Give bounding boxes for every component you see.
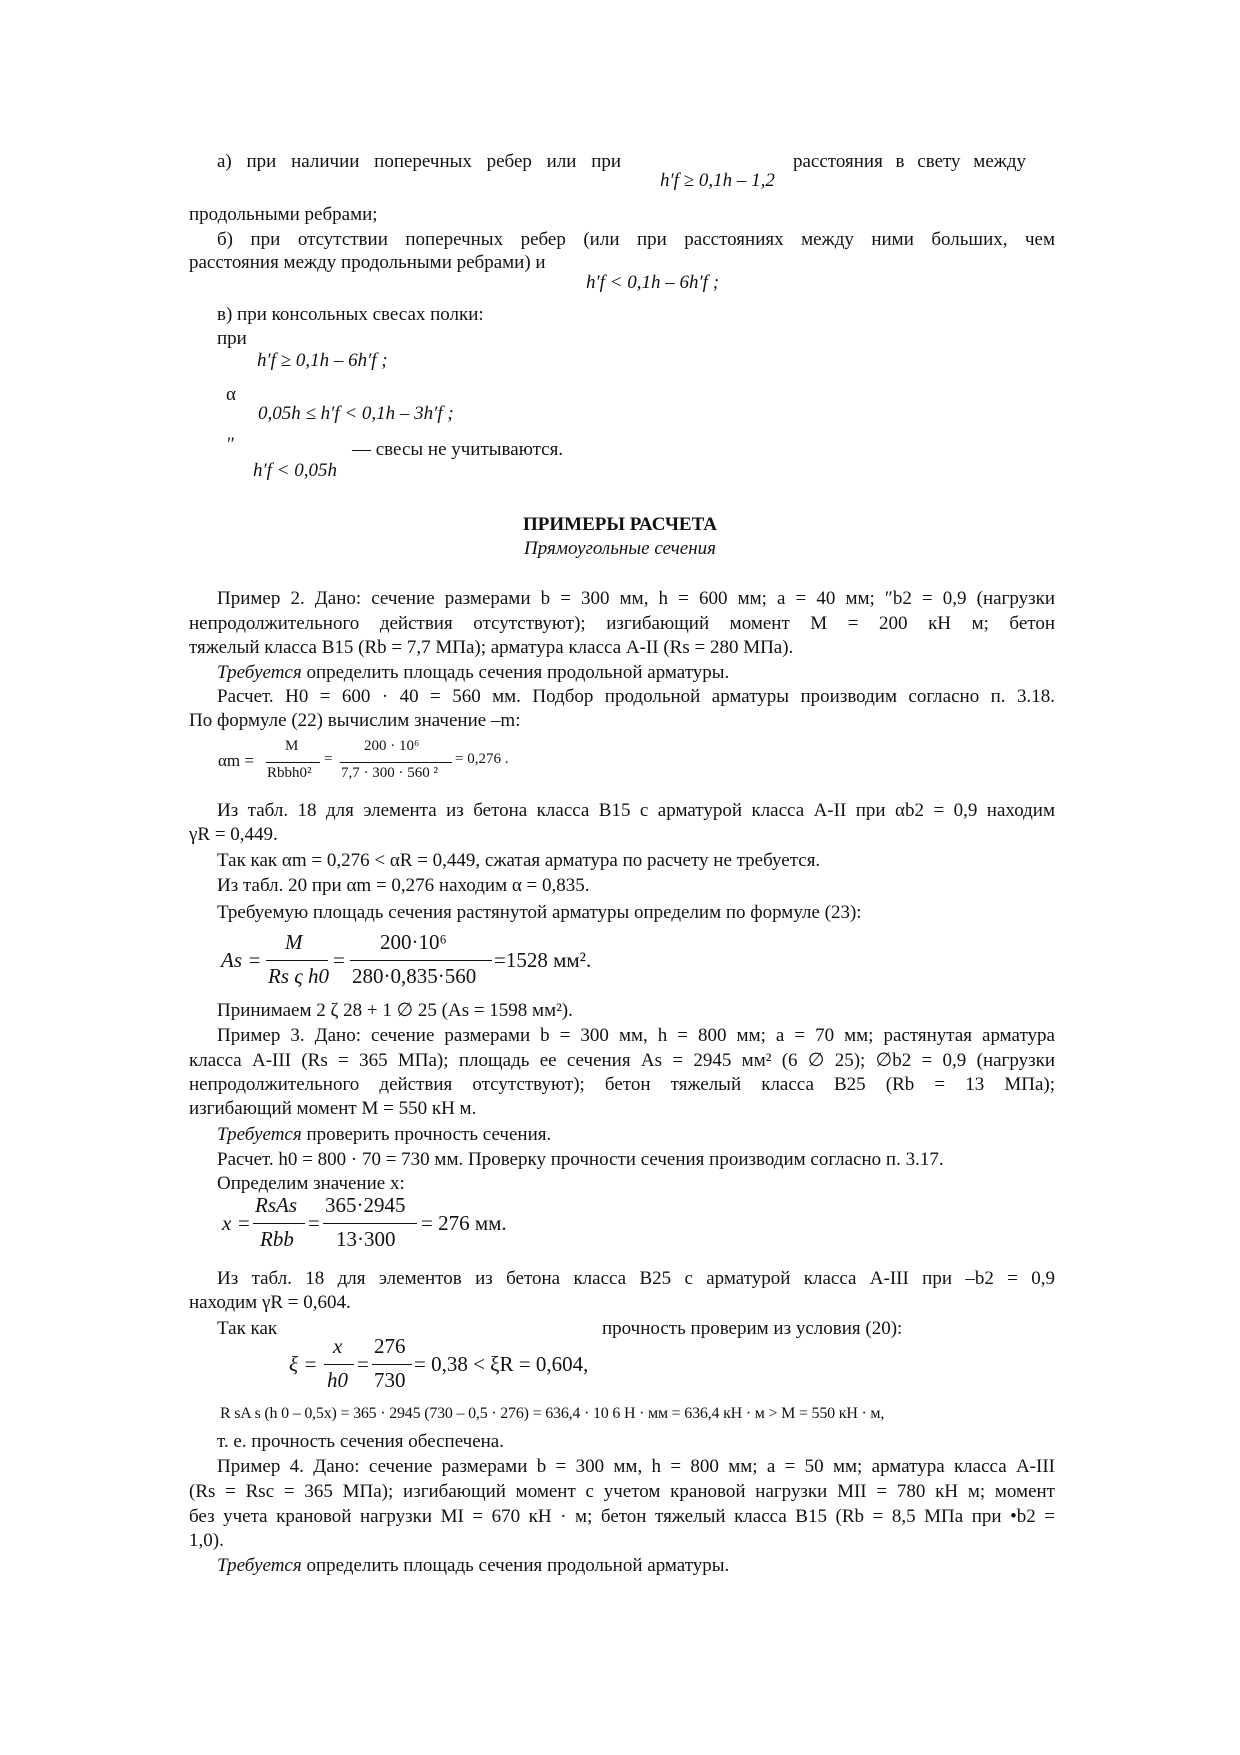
paragraph-line: расстояния между продольными ребрами) и bbox=[189, 252, 546, 273]
formula-lhs: αm = bbox=[218, 751, 254, 770]
paragraph-line: По формуле (22) вычислим значение –m: bbox=[189, 710, 521, 731]
paragraph-line: непродолжительного действия отсутствуют); бетон тяжелый класса В25 (Rb = 13 МПа); bbox=[189, 1074, 1055, 1095]
paragraph-line: Пример 4. Дано: сечение размерами b = 300 мм, h = 800 мм; a = 50 мм; арматура класса А-III bbox=[217, 1456, 1055, 1477]
formula-denominator: Rbbh0² bbox=[267, 765, 312, 781]
text-run: проверить прочность сечения. bbox=[301, 1124, 552, 1145]
formula-denominator: 13·300 bbox=[336, 1227, 396, 1251]
formula-denominator: Rbb bbox=[260, 1227, 294, 1251]
paragraph-line: в) при консольных свесах полки: bbox=[217, 304, 484, 325]
paragraph-line: т. е. прочность сечения обеспечена. bbox=[217, 1431, 504, 1452]
formula-numerator: M bbox=[285, 930, 303, 954]
formula-numerator: RsAs bbox=[255, 1193, 297, 1217]
formula-result: =1528 мм². bbox=[494, 948, 592, 972]
paragraph-line: Так как αm = 0,276 < αR = 0,449, сжатая арматура по расчету не требуется. bbox=[217, 850, 821, 871]
paragraph-line: прочность проверим из условия (20): bbox=[602, 1318, 903, 1339]
italic-word: Требуется bbox=[217, 1555, 302, 1576]
formula-lhs: ξ = bbox=[289, 1352, 318, 1376]
paragraph-line bbox=[217, 1123, 551, 1147]
italic-word: Требуется bbox=[217, 1124, 302, 1145]
paragraph-line: 1,0). bbox=[189, 1530, 224, 1551]
paragraph-line bbox=[217, 1554, 729, 1578]
formula-denominator: 7,7 · 300 · 560 ² bbox=[341, 765, 438, 781]
section-title: ПРИМЕРЫ РАСЧЕТА bbox=[522, 514, 718, 535]
formula-lhs: As = bbox=[221, 948, 262, 972]
fraction-bar bbox=[324, 1364, 354, 1365]
paragraph-line: расстояния в свету между bbox=[793, 151, 1027, 172]
paragraph-line: Определим значение x: bbox=[217, 1173, 405, 1194]
symbol-quote: ″ bbox=[227, 434, 235, 455]
formula-numerator: 276 bbox=[374, 1334, 406, 1358]
fraction-bar bbox=[340, 762, 452, 763]
paragraph-line: класса А-III (Rs = 365 МПа); площадь ее сечения As = 2945 мм² (6 ∅ 25); ∅b2 = 0,9 (нагрузки bbox=[189, 1050, 1055, 1071]
paragraph-line: находим γR = 0,604. bbox=[189, 1292, 351, 1313]
section-subtitle: Прямоугольные сечения bbox=[524, 538, 716, 559]
formula-lhs: x = bbox=[222, 1211, 251, 1235]
paragraph-line: Расчет. h0 = 800 · 70 = 730 мм. Проверку прочности сечения производим согласно п. 3.17. bbox=[217, 1149, 944, 1170]
formula-line: R sA s (h 0 – 0,5x) = 365 · 2945 (730 – 0,5 · 276) = 636,4 · 10 6 Н · мм = 636,4 кН · м > M = 550 кН · м, bbox=[220, 1405, 885, 1422]
paragraph-line: Из табл. 20 при αm = 0,276 находим α = 0,835. bbox=[217, 875, 590, 896]
formula-numerator: 200·10⁶ bbox=[380, 930, 447, 954]
formula-equals: = bbox=[357, 1352, 369, 1376]
text-run: определить площадь сечения продольной арматуры. bbox=[301, 662, 730, 683]
fraction-bar bbox=[372, 1364, 412, 1365]
paragraph-line: б) при отсутствии поперечных ребер (или при расстояниях между ними больших, чем bbox=[217, 229, 1055, 250]
formula-inline: h′f < 0,1h – 6h′f ; bbox=[586, 272, 720, 293]
formula-inline: h′f ≥ 0,1h – 1,2 bbox=[660, 170, 775, 191]
formula-denominator: Rs ς h0 bbox=[268, 964, 330, 988]
fraction-bar bbox=[323, 1223, 417, 1224]
fraction-bar bbox=[253, 1223, 305, 1224]
paragraph-line bbox=[217, 661, 729, 685]
formula-inline: h′f < 0,05h bbox=[253, 460, 338, 481]
fraction-bar bbox=[350, 960, 492, 961]
paragraph-line: Расчет. H0 = 600 · 40 = 560 мм. Подбор продольной арматуры производим согласно п. 3.18. bbox=[217, 686, 1055, 707]
paragraph-line: (Rs = Rsc = 365 МПа); изгибающий момент с учетом крановой нагрузки MII = 780 кН м; момент bbox=[189, 1481, 1055, 1502]
paragraph-line: Пример 3. Дано: сечение размерами b = 300 мм, h = 800 мм; a = 70 мм; растянутая арматура bbox=[217, 1025, 1055, 1046]
formula-result: = 0,38 < ξR = 0,604, bbox=[414, 1352, 589, 1376]
formula-result: = 276 мм. bbox=[421, 1211, 507, 1235]
symbol-alpha: α bbox=[226, 384, 236, 405]
formula-inline: 0,05h ≤ h′f < 0,1h – 3h′f ; bbox=[258, 403, 454, 424]
formula-equals: = bbox=[308, 1211, 320, 1235]
paragraph-line: продольными ребрами; bbox=[189, 204, 378, 225]
paragraph-line: — свесы не учитываются. bbox=[352, 439, 564, 460]
formula-numerator: M bbox=[285, 738, 299, 754]
fraction-bar bbox=[266, 762, 320, 763]
formula-equals: = bbox=[333, 948, 345, 972]
paragraph-line: непродолжительного действия отсутствуют); изгибающий момент M = 200 кН м; бетон bbox=[189, 613, 1055, 634]
formula-denominator: h0 bbox=[327, 1368, 348, 1392]
paragraph-line: Принимаем 2 ζ 28 + 1 ∅ 25 (As = 1598 мм²). bbox=[217, 1000, 573, 1021]
formula-numerator: x bbox=[333, 1334, 343, 1358]
paragraph-line: а) при наличии поперечных ребер или при bbox=[217, 151, 622, 172]
formula-result: = 0,276 . bbox=[455, 751, 509, 767]
formula-numerator: 365·2945 bbox=[325, 1193, 406, 1217]
formula-equals: = bbox=[324, 751, 333, 767]
paragraph-line: Так как bbox=[217, 1318, 278, 1339]
paragraph-line: Требуемую площадь сечения растянутой арматуры определим по формуле (23): bbox=[217, 902, 862, 923]
italic-word: Требуется bbox=[217, 662, 302, 683]
paragraph-line: γR = 0,449. bbox=[189, 824, 278, 845]
formula-numerator: 200 · 10⁶ bbox=[364, 738, 420, 754]
text-run: определить площадь сечения продольной арматуры. bbox=[301, 1555, 730, 1576]
formula-inline: h′f ≥ 0,1h – 6h′f ; bbox=[257, 350, 388, 371]
formula-denominator: 280·0,835·560 bbox=[352, 964, 477, 988]
fraction-bar bbox=[266, 960, 328, 961]
formula-denominator: 730 bbox=[374, 1368, 406, 1392]
paragraph-line: Пример 2. Дано: сечение размерами b = 300 мм, h = 600 мм; a = 40 мм; ″b2 = 0,9 (нагрузки bbox=[217, 588, 1055, 609]
paragraph-line: без учета крановой нагрузки MI = 670 кН · м; бетон тяжелый класса В15 (Rb = 8,5 МПа при •b2 = bbox=[189, 1506, 1055, 1527]
paragraph-line: тяжелый класса В15 (Rb = 7,7 МПа); арматура класса А-II (Rs = 280 МПа). bbox=[189, 637, 794, 658]
paragraph-line: изгибающий момент M = 550 кН м. bbox=[189, 1098, 477, 1119]
paragraph-line: Из табл. 18 для элементов из бетона класса В25 с арматурой класса А-III при –b2 = 0,9 bbox=[217, 1268, 1055, 1289]
paragraph-line: при bbox=[217, 328, 247, 349]
paragraph-line: Из табл. 18 для элемента из бетона класса В15 с арматурой класса А-II при αb2 = 0,9 находим bbox=[217, 800, 1055, 821]
